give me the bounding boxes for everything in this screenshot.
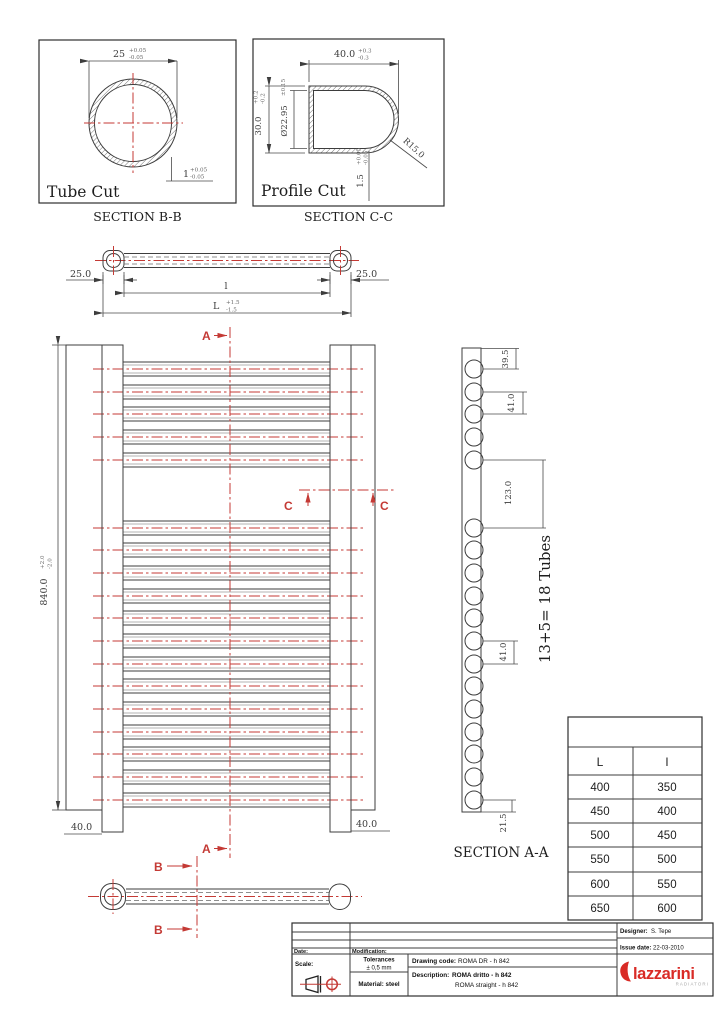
- section-marker-c-right: C: [380, 499, 389, 513]
- dim-overall-length: L: [213, 301, 220, 312]
- table-cell: 350: [657, 782, 677, 794]
- table-cell: 650: [590, 903, 610, 915]
- dim-overall-tol-plus: +1.5: [226, 300, 240, 306]
- scale-label: Scale:: [295, 961, 314, 968]
- description-label: Description:: [412, 972, 450, 979]
- tolerances-value: ± 0,5 mm: [366, 965, 392, 972]
- dim-tube-diameter: 25: [113, 49, 126, 60]
- brand-name: lazzarini: [633, 965, 695, 983]
- dim-profile-height-tol-minus: -0.2: [260, 93, 267, 104]
- dim-profile-width: 40.0: [334, 49, 356, 60]
- dim-profile-height-tol-plus: +0.2: [253, 90, 260, 104]
- dim-collector-left: 25.0: [70, 269, 92, 280]
- tolerances-label: Tolerances: [363, 957, 395, 964]
- table-header-L: L: [596, 755, 604, 769]
- brand-subtitle: RADIATORI: [675, 981, 709, 987]
- dim-gap: 123.0: [504, 480, 514, 506]
- detail-title-tube-cut: Tube Cut: [47, 183, 120, 201]
- dim-overall-tol-minus: -1.5: [226, 307, 237, 314]
- section-marker-b-top: B: [154, 860, 163, 874]
- dim-profile-wall-tol-minus: -0.05: [363, 150, 370, 165]
- dim-tube-wall-tol-minus: -0.05: [190, 174, 205, 181]
- designer-label: Designer:: [620, 929, 648, 935]
- date-label: Date:: [294, 949, 308, 955]
- section-marker-a-top: A: [202, 329, 211, 343]
- dim-pitch-bottom: 41.0: [499, 642, 509, 662]
- description-value: ROMA dritto - h 842: [452, 972, 512, 979]
- dim-height-tol-plus: +2.0: [40, 555, 46, 569]
- dim-profile-height: 30.0: [254, 116, 264, 136]
- description-value-en: ROMA straight - h 842: [455, 982, 519, 989]
- section-marker-a-bottom: A: [202, 842, 211, 856]
- dim-tube-wall: 1: [183, 169, 190, 180]
- caption-section-bb: SECTION B-B: [93, 209, 182, 224]
- table-cell: 400: [657, 806, 677, 818]
- table-cell: 550: [657, 879, 677, 891]
- dim-profile-radius: R15.0: [400, 136, 427, 161]
- dim-height-tol-minus: -2.0: [47, 558, 54, 569]
- dim-profile-width-tol-minus: -0.3: [358, 55, 369, 62]
- dim-profile-width-tol-plus: +0.3: [358, 48, 372, 55]
- table-cell: 500: [657, 854, 677, 866]
- caption-section-cc: SECTION C-C: [303, 209, 394, 224]
- detail-title-profile-cut: Profile Cut: [261, 182, 346, 200]
- table-cell: 500: [590, 830, 610, 842]
- dim-tube-diameter-tol-plus: +0.05: [129, 48, 147, 54]
- dim-pitch-top: 41.0: [507, 393, 517, 413]
- designer-value: S. Tepe: [651, 929, 672, 935]
- table-cell: 600: [590, 879, 610, 891]
- tube-count-note: 13+5= 18 Tubes: [536, 534, 554, 664]
- dim-collector-right: 25.0: [356, 269, 378, 280]
- dim-tube-diameter-tol-minus: -0.05: [129, 55, 144, 61]
- dim-foot-left: 40.0: [71, 822, 93, 833]
- material-value: Material: steel: [358, 981, 400, 988]
- table-cell: 450: [590, 806, 610, 818]
- dim-top-offset: 39.5: [501, 349, 511, 369]
- table-cell: 550: [590, 854, 610, 866]
- drawing-code-label: Drawing code:: [412, 958, 457, 965]
- dim-height: 840.0: [39, 578, 50, 606]
- dim-profile-wall: 1.5: [356, 174, 366, 188]
- issue-date-label: Issue date:: [620, 945, 652, 952]
- dim-foot-right: 40.0: [356, 819, 378, 830]
- modification-label: Modification:: [352, 949, 387, 955]
- table-cell: 400: [590, 782, 610, 794]
- table-header-l: l: [665, 755, 669, 769]
- dim-inner-length: l: [224, 281, 228, 292]
- dim-profile-wall-tol-plus: +0.05: [356, 147, 363, 165]
- section-marker-b-bottom: B: [154, 923, 163, 937]
- issue-date-value: 22-03-2010: [653, 945, 684, 952]
- drawing-code-value: ROMA DR - h 842: [458, 958, 510, 965]
- caption-section-aa: SECTION A-A: [453, 845, 549, 861]
- table-cell: 450: [657, 830, 677, 842]
- section-marker-c-left: C: [284, 499, 293, 513]
- table-cell: 600: [657, 903, 677, 915]
- dim-profile-bore: Ø22.95: [280, 105, 290, 137]
- dim-tube-wall-tol-plus: +0.05: [190, 167, 208, 174]
- dim-profile-bore-tol: ±0.15: [281, 78, 287, 96]
- dim-bottom-offset: 21.5: [499, 813, 509, 833]
